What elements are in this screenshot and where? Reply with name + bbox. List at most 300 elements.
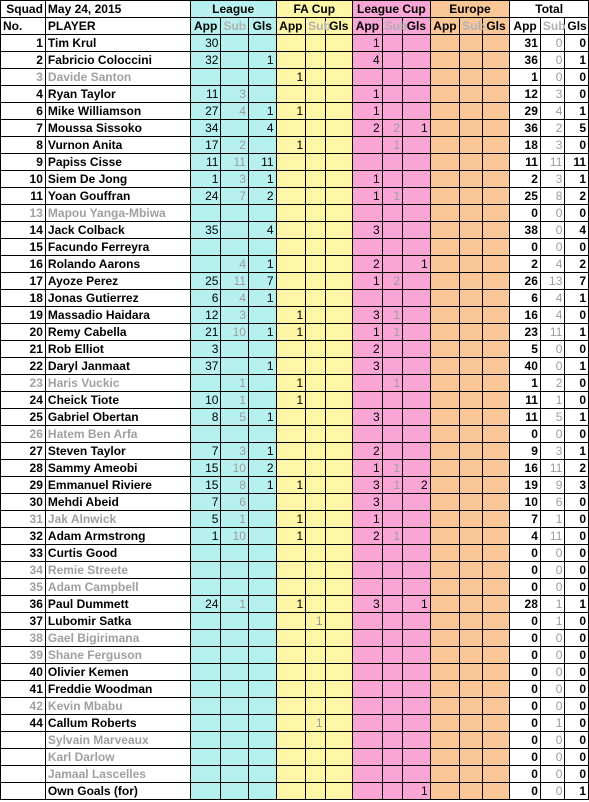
fa-app-cell: [276, 273, 306, 290]
eu-app-cell: [430, 511, 460, 528]
lg-sub-cell: 10: [221, 324, 249, 341]
lg-gls-cell: [248, 715, 276, 732]
lg-app-cell: 7: [190, 443, 221, 460]
lc-sub-cell: [382, 562, 402, 579]
lg-gls-cell: [248, 732, 276, 749]
eu-sub-cell: [460, 375, 482, 392]
tot-sub-cell: 4: [540, 256, 564, 273]
player-name: Jamaal Lascelles: [45, 766, 190, 783]
fa-sub-cell: [306, 528, 325, 545]
lg-sub-cell: 2: [221, 137, 249, 154]
eu-app-cell: [430, 783, 460, 800]
header-tot-app: App: [510, 18, 541, 35]
tot-app-cell: 31: [510, 35, 541, 52]
tot-app-cell: 0: [510, 630, 541, 647]
tot-app-cell: 0: [510, 647, 541, 664]
tot-sub-cell: 11: [540, 154, 564, 171]
fa-gls-cell: [325, 188, 353, 205]
tot-app-cell: 5: [510, 341, 541, 358]
player-name: Yoan Gouffran: [45, 188, 190, 205]
fa-gls-cell: [325, 222, 353, 239]
tot-gls-cell: 1: [565, 103, 589, 120]
fa-sub-cell: [306, 324, 325, 341]
lc-app-cell: [353, 545, 383, 562]
fa-gls-cell: [325, 103, 353, 120]
eu-gls-cell: [482, 562, 510, 579]
lc-sub-cell: 1: [382, 188, 402, 205]
lc-gls-cell: [403, 103, 431, 120]
eu-app-cell: [430, 205, 460, 222]
lg-sub-cell: [221, 52, 249, 69]
lg-app-cell: 17: [190, 137, 221, 154]
lg-sub-cell: 3: [221, 443, 249, 460]
fa-gls-cell: [325, 52, 353, 69]
tot-app-cell: 12: [510, 86, 541, 103]
squad-number: 30: [1, 494, 46, 511]
lc-gls-cell: 2: [403, 477, 431, 494]
lg-sub-cell: 1: [221, 596, 249, 613]
fa-gls-cell: [325, 647, 353, 664]
squad-number: 2: [1, 52, 46, 69]
eu-app-cell: [430, 358, 460, 375]
date-label: May 24, 2015: [45, 1, 190, 18]
table-row: [1, 528, 589, 545]
table-row: [1, 35, 589, 52]
fa-app-cell: [276, 341, 306, 358]
squad-number: 19: [1, 307, 46, 324]
tot-sub-cell: 1: [540, 392, 564, 409]
lc-sub-cell: [382, 171, 402, 188]
lc-gls-cell: [403, 137, 431, 154]
lg-gls-cell: 1: [248, 103, 276, 120]
lg-gls-cell: [248, 681, 276, 698]
tot-gls-cell: 0: [565, 562, 589, 579]
lc-gls-cell: 1: [403, 120, 431, 137]
tot-gls-cell: 1: [565, 596, 589, 613]
squad-number: 15: [1, 239, 46, 256]
lc-sub-cell: [382, 52, 402, 69]
table-row: [1, 120, 589, 137]
fa-app-cell: [276, 732, 306, 749]
eu-app-cell: [430, 494, 460, 511]
lc-sub-cell: [382, 698, 402, 715]
table-row: [1, 341, 589, 358]
table-row: [1, 579, 589, 596]
tot-app-cell: 11: [510, 154, 541, 171]
lg-app-cell: 12: [190, 307, 221, 324]
fa-gls-cell: [325, 443, 353, 460]
eu-sub-cell: [460, 426, 482, 443]
lg-gls-cell: [248, 698, 276, 715]
lc-gls-cell: [403, 222, 431, 239]
eu-app-cell: [430, 596, 460, 613]
lc-app-cell: [353, 375, 383, 392]
eu-sub-cell: [460, 630, 482, 647]
eu-gls-cell: [482, 596, 510, 613]
header-fa-app: App: [276, 18, 306, 35]
lg-app-cell: [190, 579, 221, 596]
eu-gls-cell: [482, 477, 510, 494]
eu-gls-cell: [482, 307, 510, 324]
lc-app-cell: [353, 154, 383, 171]
fa-sub-cell: [306, 86, 325, 103]
squad-number: 25: [1, 409, 46, 426]
lc-sub-cell: [382, 103, 402, 120]
tot-gls-cell: 0: [565, 426, 589, 443]
fa-app-cell: [276, 256, 306, 273]
header-eu-sub: Sub: [460, 18, 482, 35]
lg-sub-cell: 3: [221, 307, 249, 324]
fa-gls-cell: [325, 69, 353, 86]
fa-sub-cell: [306, 698, 325, 715]
tot-app-cell: 0: [510, 698, 541, 715]
tot-sub-cell: 5: [540, 409, 564, 426]
squad-number: 1: [1, 35, 46, 52]
lg-app-cell: 34: [190, 120, 221, 137]
eu-gls-cell: [482, 732, 510, 749]
squad-number: 13: [1, 205, 46, 222]
fa-sub-cell: [306, 596, 325, 613]
eu-sub-cell: [460, 477, 482, 494]
lg-gls-cell: [248, 647, 276, 664]
squad-number: 23: [1, 375, 46, 392]
lg-sub-cell: [221, 647, 249, 664]
fa-app-cell: [276, 52, 306, 69]
squad-number: [1, 766, 46, 783]
fa-sub-cell: [306, 358, 325, 375]
fa-gls-cell: [325, 596, 353, 613]
player-name: Own Goals (for): [45, 783, 190, 800]
eu-gls-cell: [482, 528, 510, 545]
tot-sub-cell: 3: [540, 137, 564, 154]
fa-gls-cell: [325, 392, 353, 409]
squad-number: 39: [1, 647, 46, 664]
lg-sub-cell: [221, 749, 249, 766]
squad-number: 35: [1, 579, 46, 596]
eu-app-cell: [430, 273, 460, 290]
fa-sub-cell: [306, 562, 325, 579]
tot-app-cell: 16: [510, 307, 541, 324]
lc-app-cell: 2: [353, 256, 383, 273]
fa-sub-cell: [306, 341, 325, 358]
eu-sub-cell: [460, 766, 482, 783]
tot-gls-cell: 0: [565, 715, 589, 732]
lc-gls-cell: [403, 86, 431, 103]
eu-sub-cell: [460, 205, 482, 222]
fa-app-cell: [276, 766, 306, 783]
tot-gls-cell: 0: [565, 35, 589, 52]
squad-number: 31: [1, 511, 46, 528]
fa-app-cell: [276, 545, 306, 562]
lc-app-cell: 2: [353, 528, 383, 545]
eu-gls-cell: [482, 715, 510, 732]
group-total: Total: [510, 1, 589, 18]
table-row: [1, 52, 589, 69]
lg-app-cell: 7: [190, 494, 221, 511]
lg-gls-cell: [248, 562, 276, 579]
eu-sub-cell: [460, 103, 482, 120]
lc-gls-cell: [403, 341, 431, 358]
lc-app-cell: 2: [353, 120, 383, 137]
eu-app-cell: [430, 392, 460, 409]
lg-gls-cell: [248, 341, 276, 358]
lg-sub-cell: 10: [221, 528, 249, 545]
tot-sub-cell: 4: [540, 103, 564, 120]
lc-sub-cell: 1: [382, 528, 402, 545]
lg-gls-cell: [248, 528, 276, 545]
table-row: [1, 749, 589, 766]
player-name: Shane Ferguson: [45, 647, 190, 664]
table-row: [1, 324, 589, 341]
player-name: Emmanuel Riviere: [45, 477, 190, 494]
lg-app-cell: 24: [190, 596, 221, 613]
player-name: Davide Santon: [45, 69, 190, 86]
player-name: Rob Elliot: [45, 341, 190, 358]
header-row-top: [1, 1, 589, 18]
eu-sub-cell: [460, 307, 482, 324]
lc-gls-cell: [403, 732, 431, 749]
lg-app-cell: 11: [190, 86, 221, 103]
lg-gls-cell: [248, 205, 276, 222]
squad-number: 10: [1, 171, 46, 188]
tot-gls-cell: 1: [565, 52, 589, 69]
lg-gls-cell: [248, 579, 276, 596]
lc-sub-cell: [382, 426, 402, 443]
lc-gls-cell: [403, 528, 431, 545]
fa-app-cell: [276, 120, 306, 137]
lc-sub-cell: [382, 341, 402, 358]
tot-sub-cell: 3: [540, 171, 564, 188]
tot-gls-cell: 0: [565, 647, 589, 664]
fa-gls-cell: [325, 494, 353, 511]
eu-app-cell: [430, 290, 460, 307]
squad-number: 18: [1, 290, 46, 307]
tot-sub-cell: 13: [540, 273, 564, 290]
lg-gls-cell: [248, 613, 276, 630]
tot-app-cell: 0: [510, 681, 541, 698]
lc-sub-cell: [382, 511, 402, 528]
lg-sub-cell: [221, 120, 249, 137]
table-row: [1, 86, 589, 103]
lc-app-cell: [353, 239, 383, 256]
fa-sub-cell: [306, 783, 325, 800]
fa-gls-cell: [325, 341, 353, 358]
lc-gls-cell: [403, 579, 431, 596]
tot-sub-cell: 0: [540, 562, 564, 579]
lc-app-cell: 1: [353, 103, 383, 120]
header-lg-sub: Sub: [221, 18, 249, 35]
lc-app-cell: [353, 647, 383, 664]
lc-sub-cell: [382, 630, 402, 647]
header-eu-gls: Gls: [482, 18, 510, 35]
tot-app-cell: 0: [510, 426, 541, 443]
lc-sub-cell: [382, 392, 402, 409]
tot-app-cell: 0: [510, 545, 541, 562]
fa-sub-cell: [306, 103, 325, 120]
lg-sub-cell: [221, 545, 249, 562]
lg-sub-cell: [221, 698, 249, 715]
lc-app-cell: [353, 290, 383, 307]
eu-app-cell: [430, 698, 460, 715]
tot-sub-cell: 0: [540, 358, 564, 375]
eu-app-cell: [430, 766, 460, 783]
lg-sub-cell: 4: [221, 290, 249, 307]
eu-app-cell: [430, 579, 460, 596]
eu-sub-cell: [460, 273, 482, 290]
lc-sub-cell: [382, 664, 402, 681]
player-name: Gael Bigirimana: [45, 630, 190, 647]
fa-app-cell: 1: [276, 307, 306, 324]
player-name: Gabriel Obertan: [45, 409, 190, 426]
lc-sub-cell: 1: [382, 324, 402, 341]
tot-sub-cell: 1: [540, 511, 564, 528]
lc-gls-cell: 1: [403, 783, 431, 800]
tot-gls-cell: 1: [565, 358, 589, 375]
lg-app-cell: [190, 783, 221, 800]
lc-sub-cell: [382, 256, 402, 273]
lg-app-cell: [190, 375, 221, 392]
player-label: PLAYER: [45, 18, 190, 35]
lc-sub-cell: [382, 205, 402, 222]
lc-gls-cell: [403, 426, 431, 443]
lc-app-cell: 3: [353, 494, 383, 511]
eu-gls-cell: [482, 222, 510, 239]
group-league-cup: League Cup: [353, 1, 431, 18]
eu-app-cell: [430, 86, 460, 103]
lc-sub-cell: [382, 647, 402, 664]
tot-sub-cell: 1: [540, 596, 564, 613]
lc-app-cell: [353, 392, 383, 409]
lg-app-cell: 24: [190, 188, 221, 205]
fa-app-cell: 1: [276, 375, 306, 392]
lc-sub-cell: [382, 681, 402, 698]
player-name: Moussa Sissoko: [45, 120, 190, 137]
fa-gls-cell: [325, 511, 353, 528]
lc-sub-cell: 2: [382, 120, 402, 137]
lc-sub-cell: [382, 154, 402, 171]
squad-number: [1, 783, 46, 800]
fa-sub-cell: [306, 171, 325, 188]
tot-app-cell: 36: [510, 52, 541, 69]
eu-sub-cell: [460, 732, 482, 749]
table-row: [1, 171, 589, 188]
tot-app-cell: 16: [510, 460, 541, 477]
eu-gls-cell: [482, 681, 510, 698]
lg-sub-cell: [221, 358, 249, 375]
squad-number: [1, 732, 46, 749]
fa-sub-cell: [306, 443, 325, 460]
lg-gls-cell: [248, 511, 276, 528]
lc-app-cell: 1: [353, 460, 383, 477]
eu-gls-cell: [482, 205, 510, 222]
player-name: Remy Cabella: [45, 324, 190, 341]
eu-app-cell: [430, 647, 460, 664]
tot-sub-cell: 2: [540, 375, 564, 392]
fa-sub-cell: [306, 749, 325, 766]
lg-app-cell: 15: [190, 477, 221, 494]
tot-sub-cell: 11: [540, 460, 564, 477]
tot-sub-cell: 6: [540, 494, 564, 511]
lg-sub-cell: 10: [221, 460, 249, 477]
lc-gls-cell: [403, 766, 431, 783]
tot-gls-cell: 4: [565, 222, 589, 239]
eu-gls-cell: [482, 749, 510, 766]
eu-app-cell: [430, 477, 460, 494]
fa-sub-cell: [306, 222, 325, 239]
squad-number: 38: [1, 630, 46, 647]
lg-gls-cell: [248, 392, 276, 409]
lg-app-cell: 1: [190, 171, 221, 188]
lg-gls-cell: 1: [248, 443, 276, 460]
eu-app-cell: [430, 749, 460, 766]
tot-app-cell: 0: [510, 205, 541, 222]
lc-app-cell: 4: [353, 52, 383, 69]
tot-gls-cell: 0: [565, 205, 589, 222]
fa-sub-cell: [306, 137, 325, 154]
tot-gls-cell: 1: [565, 409, 589, 426]
eu-gls-cell: [482, 392, 510, 409]
tot-gls-cell: 0: [565, 528, 589, 545]
lc-app-cell: [353, 426, 383, 443]
lc-gls-cell: [403, 443, 431, 460]
lc-gls-cell: [403, 647, 431, 664]
eu-app-cell: [430, 630, 460, 647]
squad-number: 22: [1, 358, 46, 375]
fa-sub-cell: [306, 375, 325, 392]
fa-gls-cell: [325, 171, 353, 188]
fa-gls-cell: [325, 358, 353, 375]
fa-app-cell: [276, 630, 306, 647]
tot-sub-cell: 1: [540, 715, 564, 732]
player-name: Jonas Gutierrez: [45, 290, 190, 307]
fa-sub-cell: [306, 120, 325, 137]
lg-gls-cell: 1: [248, 477, 276, 494]
fa-app-cell: [276, 681, 306, 698]
eu-gls-cell: [482, 783, 510, 800]
lg-app-cell: [190, 613, 221, 630]
table-row: [1, 103, 589, 120]
fa-sub-cell: [306, 273, 325, 290]
squad-number: 17: [1, 273, 46, 290]
fa-sub-cell: [306, 681, 325, 698]
eu-app-cell: [430, 528, 460, 545]
header-eu-app: App: [430, 18, 460, 35]
tot-app-cell: 0: [510, 664, 541, 681]
eu-sub-cell: [460, 69, 482, 86]
lg-app-cell: 32: [190, 52, 221, 69]
fa-sub-cell: [306, 630, 325, 647]
table-row: [1, 273, 589, 290]
eu-sub-cell: [460, 188, 482, 205]
eu-sub-cell: [460, 171, 482, 188]
lg-gls-cell: 4: [248, 222, 276, 239]
eu-sub-cell: [460, 290, 482, 307]
lc-gls-cell: [403, 630, 431, 647]
tot-app-cell: 4: [510, 528, 541, 545]
lc-sub-cell: [382, 358, 402, 375]
tot-gls-cell: 1: [565, 171, 589, 188]
squad-number: 24: [1, 392, 46, 409]
eu-gls-cell: [482, 664, 510, 681]
tot-gls-cell: 0: [565, 681, 589, 698]
table-row: [1, 358, 589, 375]
player-name: Mapou Yanga-Mbiwa: [45, 205, 190, 222]
lc-app-cell: [353, 137, 383, 154]
eu-sub-cell: [460, 511, 482, 528]
squad-number: 40: [1, 664, 46, 681]
squad-number: 3: [1, 69, 46, 86]
fa-app-cell: [276, 154, 306, 171]
